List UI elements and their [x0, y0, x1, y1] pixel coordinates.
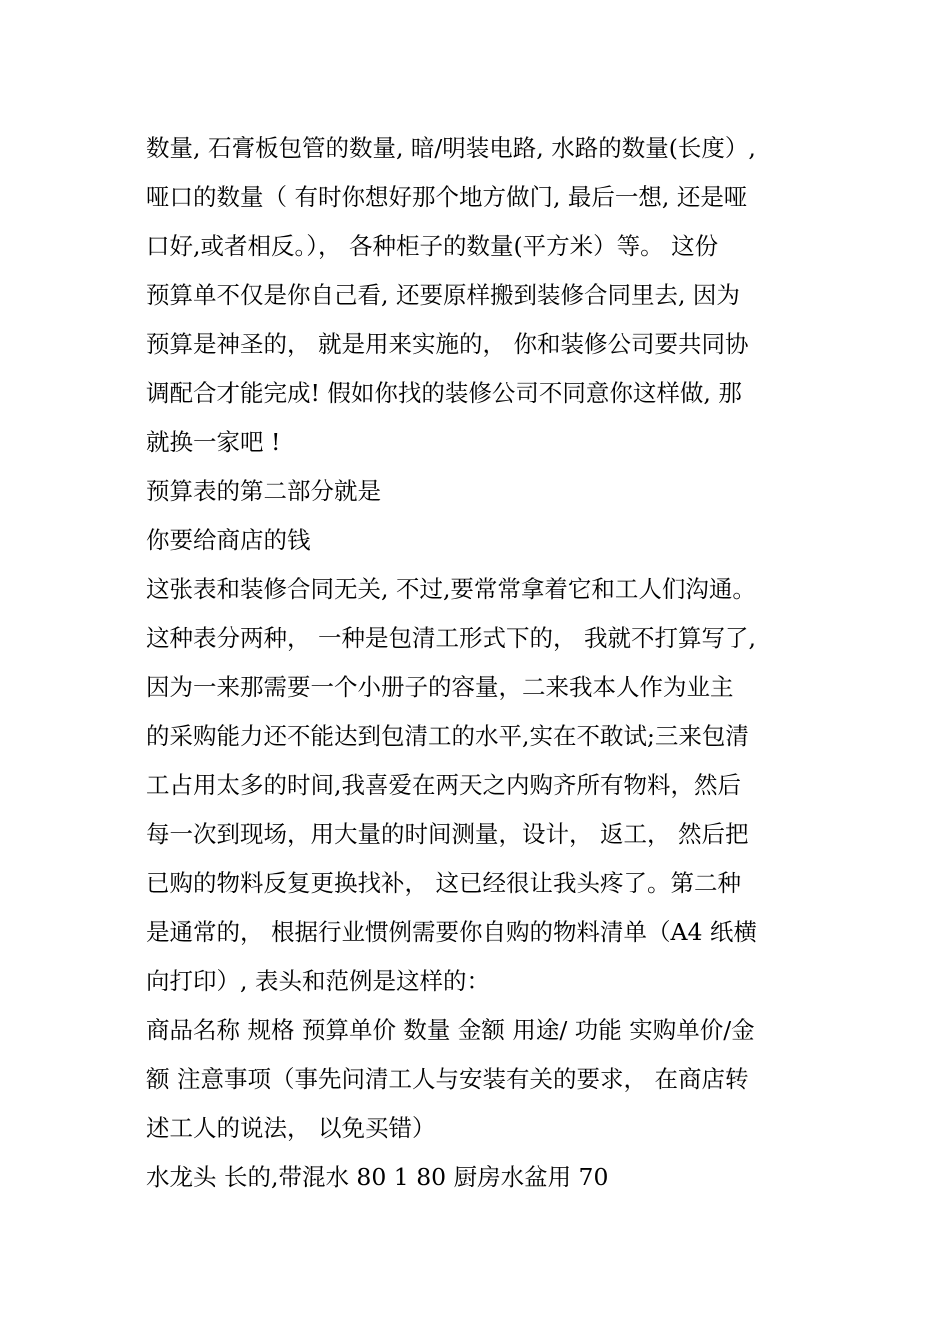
- text-line: 预算是神圣的， 就是用来实施的， 你和装修公司要共同协: [146, 330, 749, 358]
- table-header-line: 述工人的说法， 以免买错）: [146, 1114, 436, 1142]
- text-line: 向打印）, 表头和范例是这样的：: [146, 967, 490, 995]
- text-line: 工占用太多的时间,我喜爱在两天之内购齐所有物料，然后: [146, 771, 741, 799]
- text-line: 调配合才能完成! 假如你找的装修公司不同意你这样做, 那: [146, 379, 742, 407]
- body-text: [146, 124, 826, 1202]
- text-line: 因为一来那需要一个小册子的容量，二来我本人作为业主: [146, 673, 734, 701]
- text-line: 这张表和装修合同无关, 不过,要常常拿着它和工人们沟通。: [146, 575, 756, 603]
- table-header-line: 商品名称 规格 预算单价 数量 金额 用途/ 功能 实购单价/金: [146, 1016, 755, 1044]
- text-line: 这种表分两种， 一种是包清工形式下的， 我就不打算写了,: [146, 624, 756, 652]
- section-heading-line: 预算表的第二部分就是: [146, 477, 381, 505]
- text-line: 数量, 石膏板包管的数量, 暗/明装电路, 水路的数量(长度）,: [146, 134, 756, 162]
- text-line: 是通常的， 根据行业惯例需要你自购的物料清单（A4 纸横: [146, 918, 757, 946]
- text-line: 每一次到现场，用大量的时间测量，设计， 返工， 然后把: [146, 820, 749, 848]
- text-line: 预算单不仅是你自己看, 还要原样搬到装修合同里去, 因为: [146, 281, 740, 309]
- section-heading-line: 你要给商店的钱: [146, 526, 311, 554]
- table-example-row: 水龙头 长的,带混水 80 1 80 厨房水盆用 70: [146, 1163, 609, 1191]
- text-line: 的采购能力还不能达到包清工的水平,实在不敢试;三来包清: [146, 722, 749, 750]
- text-line: 口好,或者相反。）， 各种柜子的数量(平方米）等。 这份: [146, 232, 719, 260]
- text-line: 就换一家吧 !: [146, 428, 281, 456]
- text-line: 哑口的数量（ 有时你想好那个地方做门, 最后一想, 还是哑: [146, 183, 748, 211]
- text-line: 已购的物料反复更换找补， 这已经很让我头疼了。第二种: [146, 869, 741, 897]
- table-header-line: 额 注意事项（事先问清工人与安装有关的要求， 在商店转: [146, 1065, 749, 1093]
